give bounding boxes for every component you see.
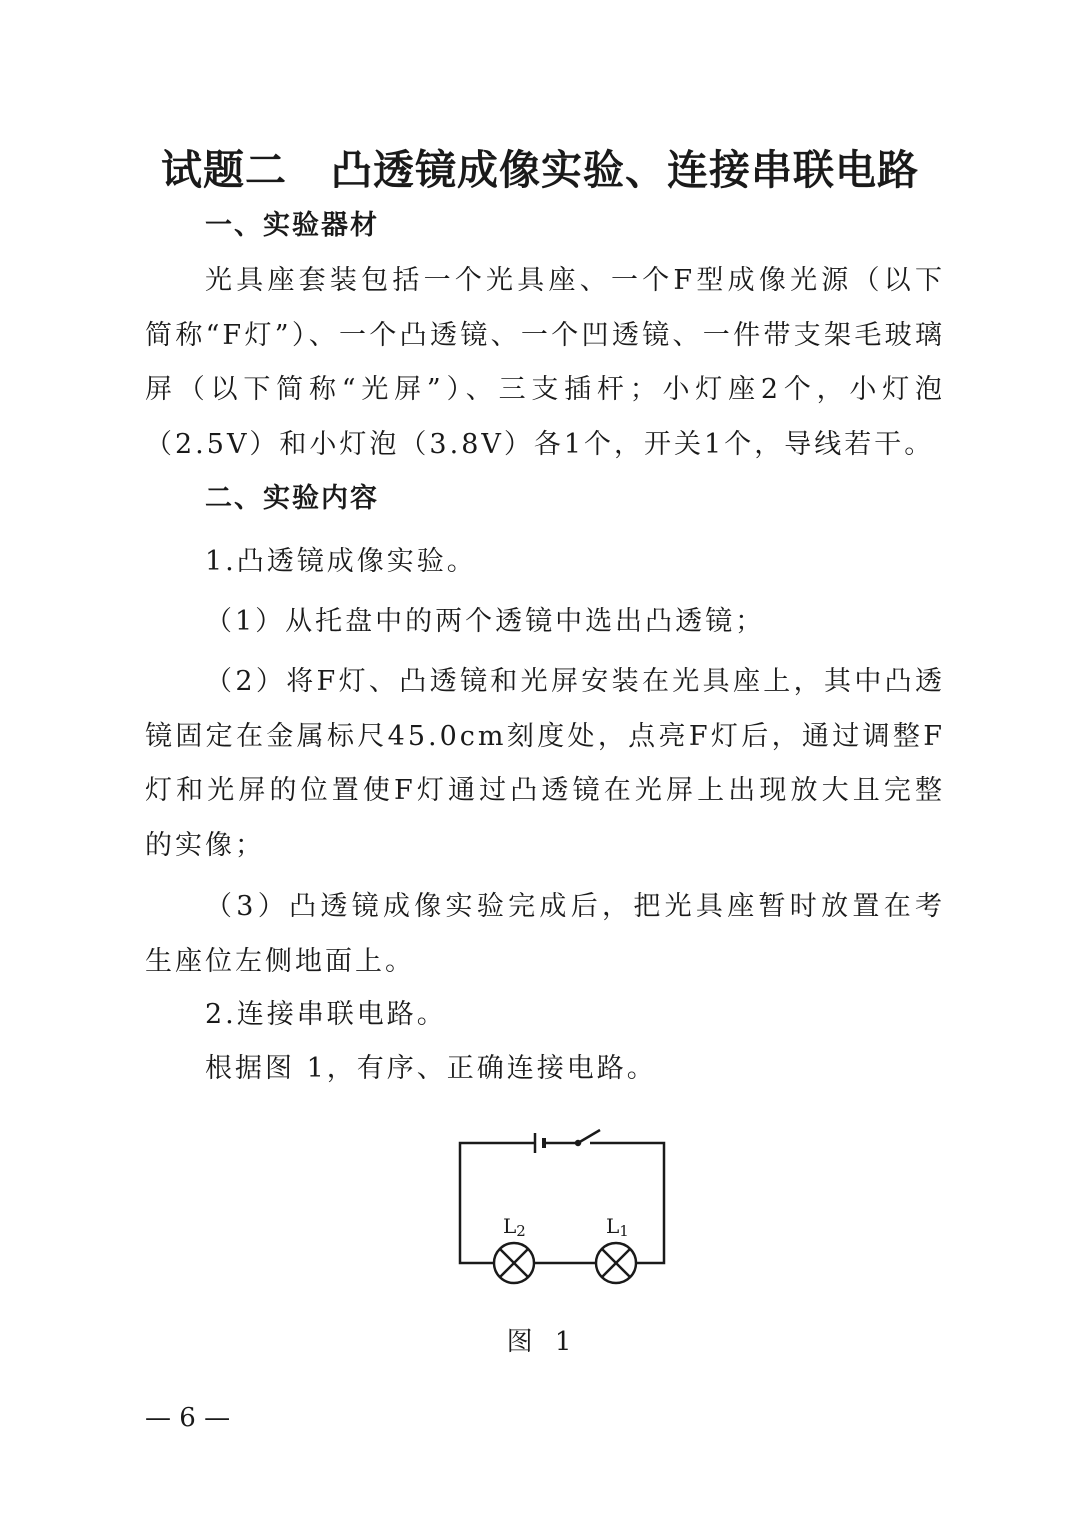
paragraph-series-circuit: 2.连接串联电路。 bbox=[205, 999, 447, 1030]
lamp-l2-symbol bbox=[494, 1243, 534, 1283]
paragraph-step-1: （1）从托盘中的两个透镜中选出凸透镜； bbox=[205, 606, 766, 637]
paragraph-step-2: （2）将F灯、凸透镜和光屏安装在光具座上，其中凸透镜固定在金属标尺45.0cm刻度处，点亮F灯后，通过调整F灯和光屏的位置使F灯通过凸透镜在光屏上出现放大且完整的实像； bbox=[145, 666, 945, 861]
section-heading-equipment: 一、实验器材 bbox=[205, 210, 379, 241]
lamp-l1-label: L1 bbox=[606, 1214, 629, 1240]
paragraph-lens-experiment: 1.凸透镜成像实验。 bbox=[205, 546, 477, 577]
lamp-l1-symbol bbox=[596, 1243, 636, 1283]
paragraph-circuit-instruction: 根据图 1，有序、正确连接电路。 bbox=[205, 1053, 657, 1084]
section-heading-content: 二、实验内容 bbox=[205, 483, 379, 514]
page-title bbox=[0, 138, 1080, 202]
page-number: — 6 — bbox=[145, 1403, 231, 1433]
paragraph-equipment: 光具座套装包括一个光具座、一个F型成像光源（以下简称“F灯”）、一个凸透镜、一个凹透镜、一件带支架毛玻璃屏（以下简称“光屏”）、三支插杆；小灯座2个，小灯泡（2.5V）和小灯泡（3.8V）各1个，开关1个，导线若干。 bbox=[145, 265, 945, 460]
circuit-wires bbox=[460, 1143, 664, 1263]
lamp-l2-label: L2 bbox=[503, 1214, 526, 1240]
circuit-diagram bbox=[440, 1115, 680, 1305]
paragraph-step-3: （3）凸透镜成像实验完成后，把光具座暂时放置在考生座位左侧地面上。 bbox=[145, 891, 945, 977]
figure-caption: 图 1 bbox=[506, 1327, 574, 1357]
battery-symbol bbox=[535, 1133, 549, 1153]
title-part2: 凸透镜成像实验、连接串联电路 bbox=[331, 146, 919, 194]
title-part1: 试题二 bbox=[161, 146, 287, 194]
